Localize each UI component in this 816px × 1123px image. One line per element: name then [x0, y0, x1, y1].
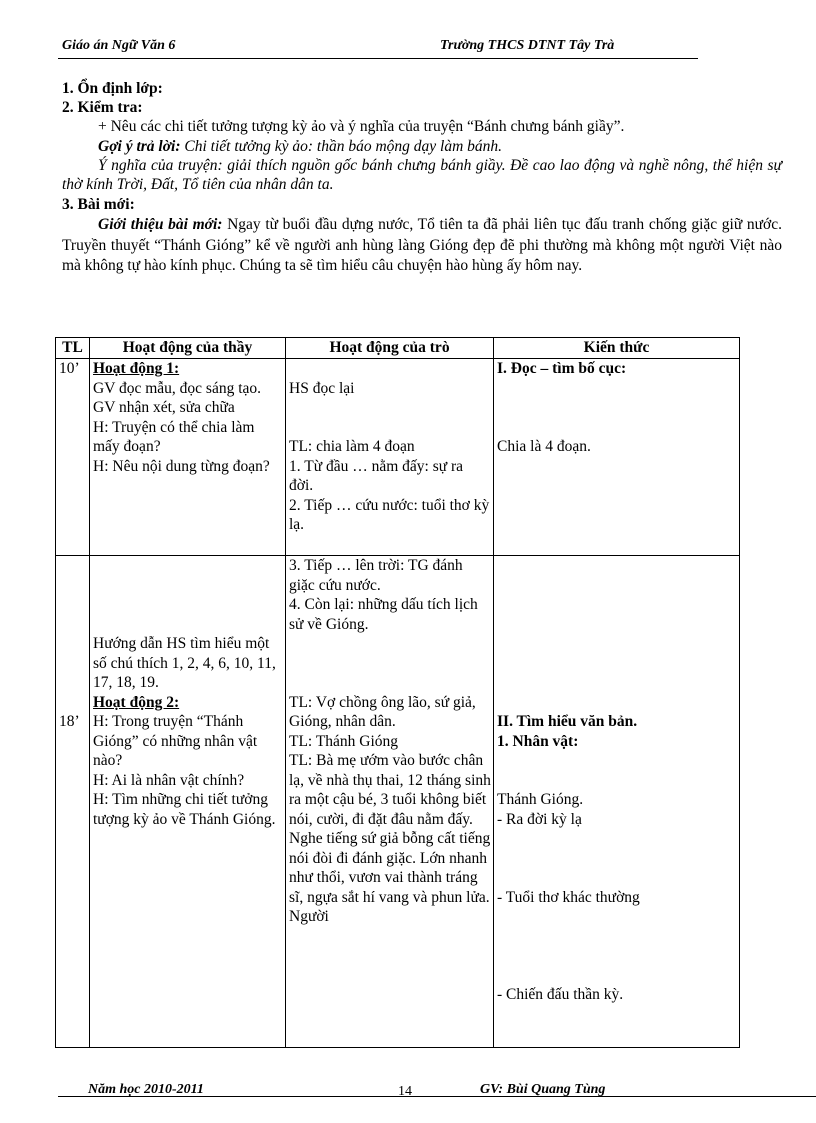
student-line: 3. Tiếp … lên trời: TG đánh giặc cứu nước. [289, 557, 463, 594]
lesson-table [55, 337, 740, 1048]
answer-label: Gợi ý trả lời: [98, 138, 181, 155]
row2-teacher [90, 556, 286, 1048]
teacher-line: GV nhận xét, sửa chữa [93, 399, 235, 416]
col-student: Hoạt động của trò [286, 338, 494, 359]
header-left: Giáo án Ngữ Văn 6 [62, 38, 176, 53]
teacher-line: H: Trong truyện “Thánh Gióng” có những nhân vật nào? [93, 713, 258, 769]
knowledge-line: Thánh Gióng. [497, 791, 584, 808]
student-line: TL: Vợ chồng ông lão, sứ giả, Gióng, nhân dân. [289, 693, 476, 730]
header-right: Trường THCS DTNT Tây Trà [440, 38, 615, 53]
quiz-answer [62, 137, 782, 156]
teacher-line: H: Ai là nhân vật chính? [93, 771, 245, 789]
student-line: TL: chia làm 4 đoạn [289, 438, 415, 455]
row1-student [286, 359, 494, 556]
intro-text: Ngay từ buổi đầu dựng nước, Tổ tiên ta đã phải liên tục đấu tranh chống giặc giữ nước. Truyền thuyết “Thánh Gióng” kể về người anh hùng làng Gióng đẹp đẽ phi thường mà không một người Việt nào mà không tự hào kính phục. Chúng ta sẽ tìm hiểu câu chuyện hào hùng ấy hôm nay. [62, 216, 783, 274]
footer-rule [58, 1096, 816, 1097]
activity-1-title: Hoạt động 1: [93, 360, 180, 377]
teacher-line: Hướng dẫn HS tìm hiểu một số chú thích 1, 2, 4, 6, 10, 11, 17, 18, 19. [93, 635, 276, 691]
table-row [56, 556, 740, 1048]
lesson-intro [62, 215, 782, 277]
knowledge-line: Chia là 4 đoạn. [497, 438, 591, 455]
quiz-question: + Nêu các chi tiết tưởng tượng kỳ ảo và ý nghĩa của truyện “Bánh chưng bánh giầy”. [98, 118, 625, 135]
row2-tl [56, 556, 90, 1048]
student-line: HS đọc lại [289, 379, 355, 397]
row2-knowledge [494, 556, 740, 1048]
student-line: 2. Tiếp … cứu nước: tuổi thơ kỳ lạ. [289, 496, 490, 533]
knowledge-line: - Chiến đấu thần kỳ. [497, 986, 624, 1003]
row1-tl: 10’ [56, 359, 90, 556]
col-tl: TL [56, 338, 90, 359]
knowledge-subtitle: 1. Nhân vật: [497, 732, 579, 750]
teacher-line: H: Truyện có thể chia làm mấy đoạn? [93, 418, 255, 455]
row2-student [286, 556, 494, 1048]
answer-text: Chi tiết tưởng kỳ ảo: thần báo mộng dạy làm bánh. [180, 138, 503, 155]
col-teacher: Hoạt động của thầy [90, 338, 286, 359]
teacher-line: H: Nêu nội dung từng đoạn? [93, 457, 270, 475]
section-1-heading: 1. Ổn định lớp: [62, 80, 163, 97]
row1-teacher [90, 359, 286, 556]
row2-time: 18’ [59, 713, 80, 730]
header-rule [58, 58, 698, 59]
student-line: 4. Còn lại: những dấu tích lịch sử về Gióng. [289, 596, 478, 633]
col-knowledge: Kiến thức [494, 338, 740, 359]
story-meaning: Ý nghĩa của truyện: giải thích nguồn gốc bánh chưng bánh giầy. Đề cao lao động và nghề nông, thể hiện sự thờ kính Trời, Đất, Tổ tiên của nhân dân ta. [62, 157, 782, 193]
table-header-row [56, 338, 740, 359]
intro-label: Giới thiệu bài mới: [98, 216, 223, 233]
section-2-heading: 2. Kiểm tra: [62, 99, 143, 116]
table-row [56, 359, 740, 556]
knowledge-line: - Tuổi thơ khác thường [497, 888, 640, 906]
student-line: TL: Thánh Gióng [289, 732, 399, 750]
activity-2-title: Hoạt động 2: [93, 693, 180, 711]
footer-teacher: GV: Bùi Quang Tùng [480, 1082, 606, 1097]
teacher-line: GV đọc mẫu, đọc sáng tạo. [93, 379, 262, 397]
student-line: 1. Từ đầu … nằm đấy: sự ra đời. [289, 457, 464, 494]
teacher-line: H: Tìm những chi tiết tưởng tượng kỳ ảo về Thánh Gióng. [93, 791, 276, 828]
section-3-heading: 3. Bài mới: [62, 196, 135, 213]
student-line: TL: Bà mẹ ướm vào bước chân lạ, về nhà thụ thai, 12 tháng sinh ra một cậu bé, 3 tuổi không biết nói, cười, đi đặt đâu nằm đấy. Nghe tiếng sứ giả bỗng cất tiếng nói đòi đi đánh giặc. Lớn nhanh như thổi, vươn vai thành tráng sĩ, ngựa sắt hí vang và phun lửa. Người [289, 752, 491, 925]
row1-knowledge [494, 359, 740, 556]
knowledge-line: - Ra đời kỳ lạ [497, 810, 582, 828]
page-number: 14 [398, 1084, 412, 1099]
footer-year: Năm học 2010-2011 [88, 1082, 204, 1097]
knowledge-title: I. Đọc – tìm bố cục: [497, 360, 627, 377]
knowledge-title: II. Tìm hiểu văn bản. [497, 713, 638, 730]
